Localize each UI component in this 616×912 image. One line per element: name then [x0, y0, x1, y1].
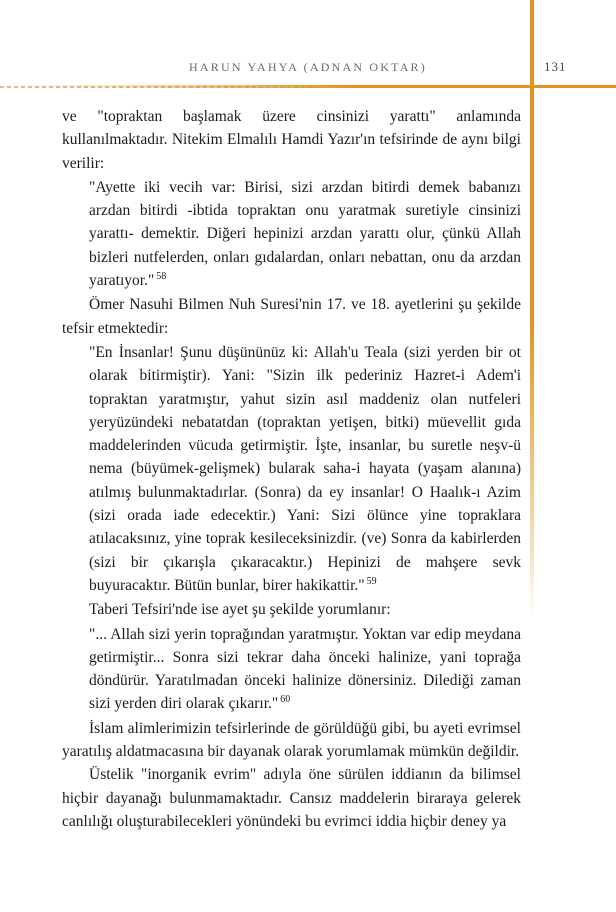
- footnote-reference-59: 59: [366, 575, 377, 587]
- footnote-reference-60: 60: [280, 694, 291, 706]
- quote-text: "... Allah sizi yerin toprağından yaratmıştır. Yoktan var edip meydana getirmiştir... Sonra sizi tekrar daha önceki halinize, yani toprağa döndürür. Yaratılmadan önceki halinize dönersiniz. Dilediği zaman sizi yerden diri olarak çıkarır.": [89, 625, 521, 713]
- paragraph-islam-alimleri: İslam alimlerimizin tefsirlerinde de görüldüğü gibi, bu ayeti evrimsel yaratılış aldatmacasına bir dayanak olarak yorumlamak mümkün değildir.: [62, 719, 521, 761]
- paragraph-taberi: Taberi Tefsiri'nde ise ayet şu şekilde yorumlanır:: [89, 601, 391, 619]
- quote-text: "En İnsanlar! Şunu düşününüz ki: Allah'u Teala (sizi yerden bir ot olarak bitirmiştir). Yani: "Sizin ilk pederiniz Hazret-i Adem'i topraktan yaratmıştır, yahut sizin asıl maddeniz olan nutfeleri yeryüzündeki nebatatdan (topraktan yetişen, bitki) müevellit gıda maddelerinden vücuda getirmiştir. İşte, insanlar, bu suretle neşv-ü nema (büyümek-gelişmek) bularak saha-i hayata (yaşam alanına) atılmış bulunmaktadırlar. (Sonra) da ey insanlar! O Haalık-ı Azim (sizi orada iade edecektir.) Yani: Sizi ölünce yine topraklara atılacaksınız, yine toprak kesileceksinizdir. (ve) Sonra da kabirlerden (sizi bir çıkarışla çıkaracaktır.) Hepinizi de mahşere sevk buyuracaktır. Bütün bunlar, birer hakikattir.": [89, 343, 521, 594]
- page-number: 131: [544, 59, 567, 74]
- body-text-column: [62, 105, 521, 833]
- blockquote-elmalili: [89, 176, 521, 292]
- footnote-reference-58: 58: [156, 270, 167, 282]
- running-head-title: HARUN YAHYA (ADNAN OKTAR): [189, 60, 427, 74]
- paragraph-omer-nasuhi: Ömer Nasuhi Bilmen Nuh Suresi'nin 17. ve 18. ayetlerini şu şekilde tefsir etmektedir:: [62, 296, 521, 337]
- vertical-accent-rule: [530, 0, 534, 618]
- quote-text: "Ayette iki vecih var: Birisi, sizi arzdan bitirdi demek babanızı arzdan bitirdi -ibtida topraktan onu yaratmak suretiyle cinsinizi yarattı- demektir. Diğeri hepinizi arzdan yarattı olur, çünkü Allah bizleri nutfelerden, onları gıdalardan, onları nebattan, onu da arzdan yaratıyor.": [89, 178, 521, 290]
- paragraph-continuation: ve "topraktan başlamak üzere cinsinizi yarattı" anlamında kullanılmaktadır. Nitekim Elmalılı Hamdi Yazır'ın tefsirinde de aynı bilgi verilir:: [62, 108, 521, 172]
- header-rule: [0, 85, 616, 88]
- paragraph-inorganik-evrim: Üstelik "inorganik evrim" adıyla öne sürülen iddianın da bilimsel hiçbir dayanağı bulunmamaktadır. Cansız maddelerin biraraya gelerek canlılığı oluşturabilecekleri yönündeki bu evrimci iddia hiçbir deney ya: [62, 766, 521, 830]
- blockquote-bilmen: [89, 341, 521, 597]
- blockquote-taberi: [89, 623, 521, 716]
